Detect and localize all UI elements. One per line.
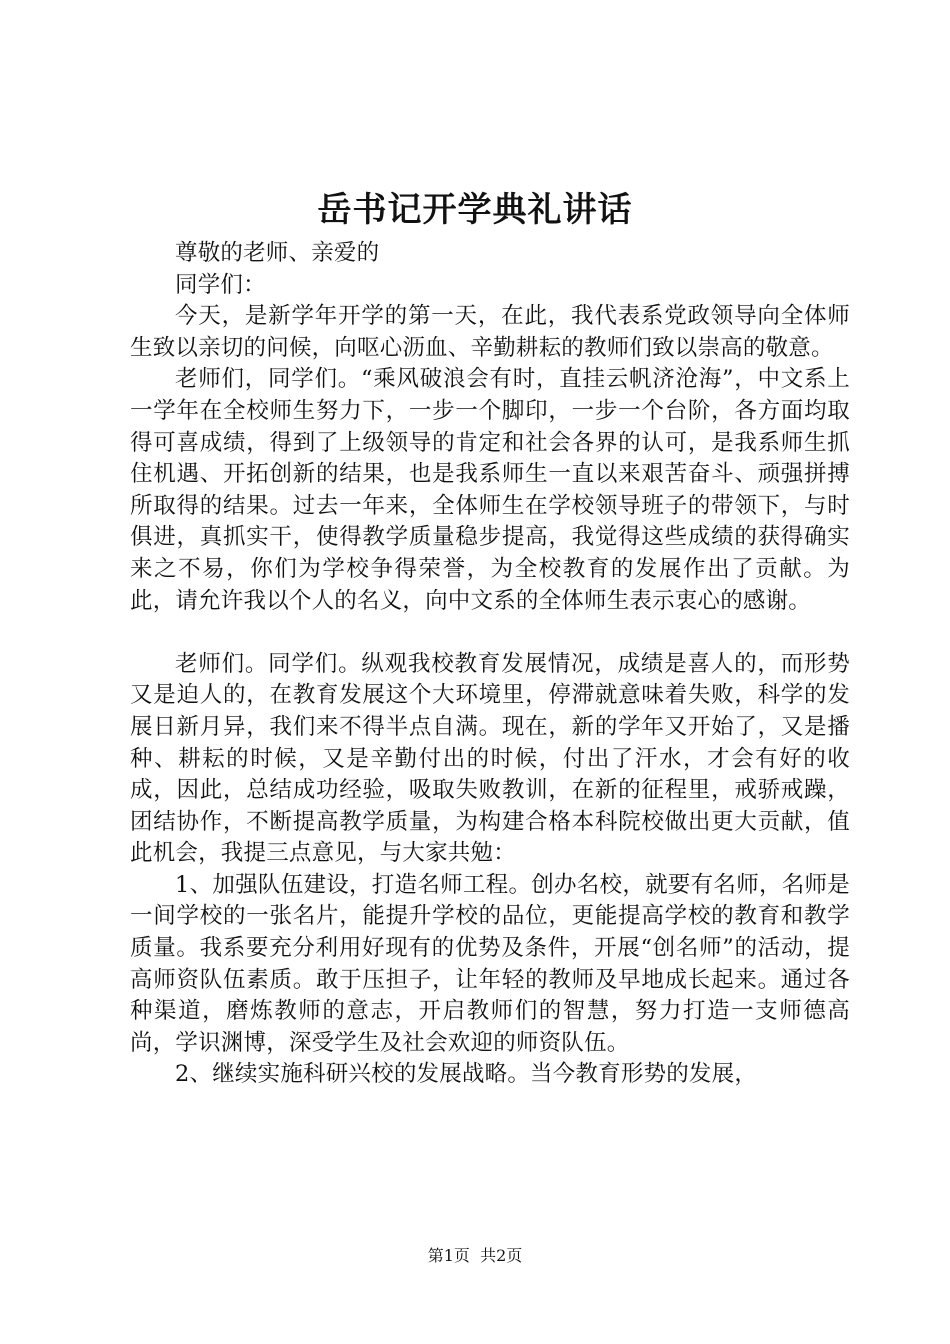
paragraph-point-2: 2、继续实施科研兴校的发展战略。当今教育形势的发展， (175, 1061, 758, 1088)
document-title: 岳书记开学典礼讲话 (317, 190, 633, 230)
paragraph-achievements: 老师们，同学们。“乘风破浪会有时，直挂云帆济沧海”，中文系上一学年在全校师生努力下，一步一个脚印，一步一个台阶，各方面均取得可喜成绩，得到了上级领导的肯定和社会各界的认可，是我系师生抓住机遇、开拓创新的结果，也是我系师生一直以来艰苦奋斗、顽强拼搏所取得的结果。过去一年来，全体师生在学校领导班子的带领下，与时俱进，真抓实干，使得教学质量稳步提高，我觉得这些成绩的获得确实来之不易，你们为学校争得荣誉，为全校教育的发展作出了贡献。为此，请允许我以个人的名义，向中文系的全体师生表示衷心的感谢。 (130, 366, 850, 614)
salutation-line-1: 尊敬的老师、亲爱的 (175, 240, 380, 266)
page-number: 第1页 (427, 1246, 470, 1265)
page-total: 共2页 (480, 1246, 523, 1265)
paragraph-greeting: 今天，是新学年开学的第一天，在此，我代表系党政领导向全体师生致以亲切的问候，向呕心沥血、辛勤耕耘的教师们致以崇高的敬意。 (130, 303, 850, 361)
document-body (130, 238, 850, 1091)
paragraph-point-1: 1、加强队伍建设，打造名师工程。创办名校，就要有名师，名师是一间学校的一张名片，能提升学校的品位，更能提高学校的教育和教学质量。我系要充分利用好现有的优势及条件，开展“创名师”的活动，提高师资队伍素质。敢于压担子，让年轻的教师及早地成长起来。通过各种渠道，磨炼教师的意志，开启教师们的智慧，努力打造一支师德高尚，学识渊博，深受学生及社会欢迎的师资队伍。 (130, 871, 850, 1056)
paragraph-situation: 老师们。同学们。纵观我校教育发展情况，成绩是喜人的，而形势又是迫人的，在教育发展这个大环境里，停滞就意味着失败，科学的发展日新月异，我们来不得半点自满。现在，新的学年又开始了，又是播种、耕耘的时候，又是辛勤付出的时候，付出了汗水，才会有好的收成，因此，总结成功经验，吸取失败教训，在新的征程里，戒骄戒躁，团结协作，不断提高教学质量，为构建合格本科院校做出更大贡献，值此机会，我提三点意见，与大家共勉： (130, 650, 850, 867)
salutation-line-2: 同学们： (175, 271, 266, 298)
page-footer (0, 1245, 950, 1267)
